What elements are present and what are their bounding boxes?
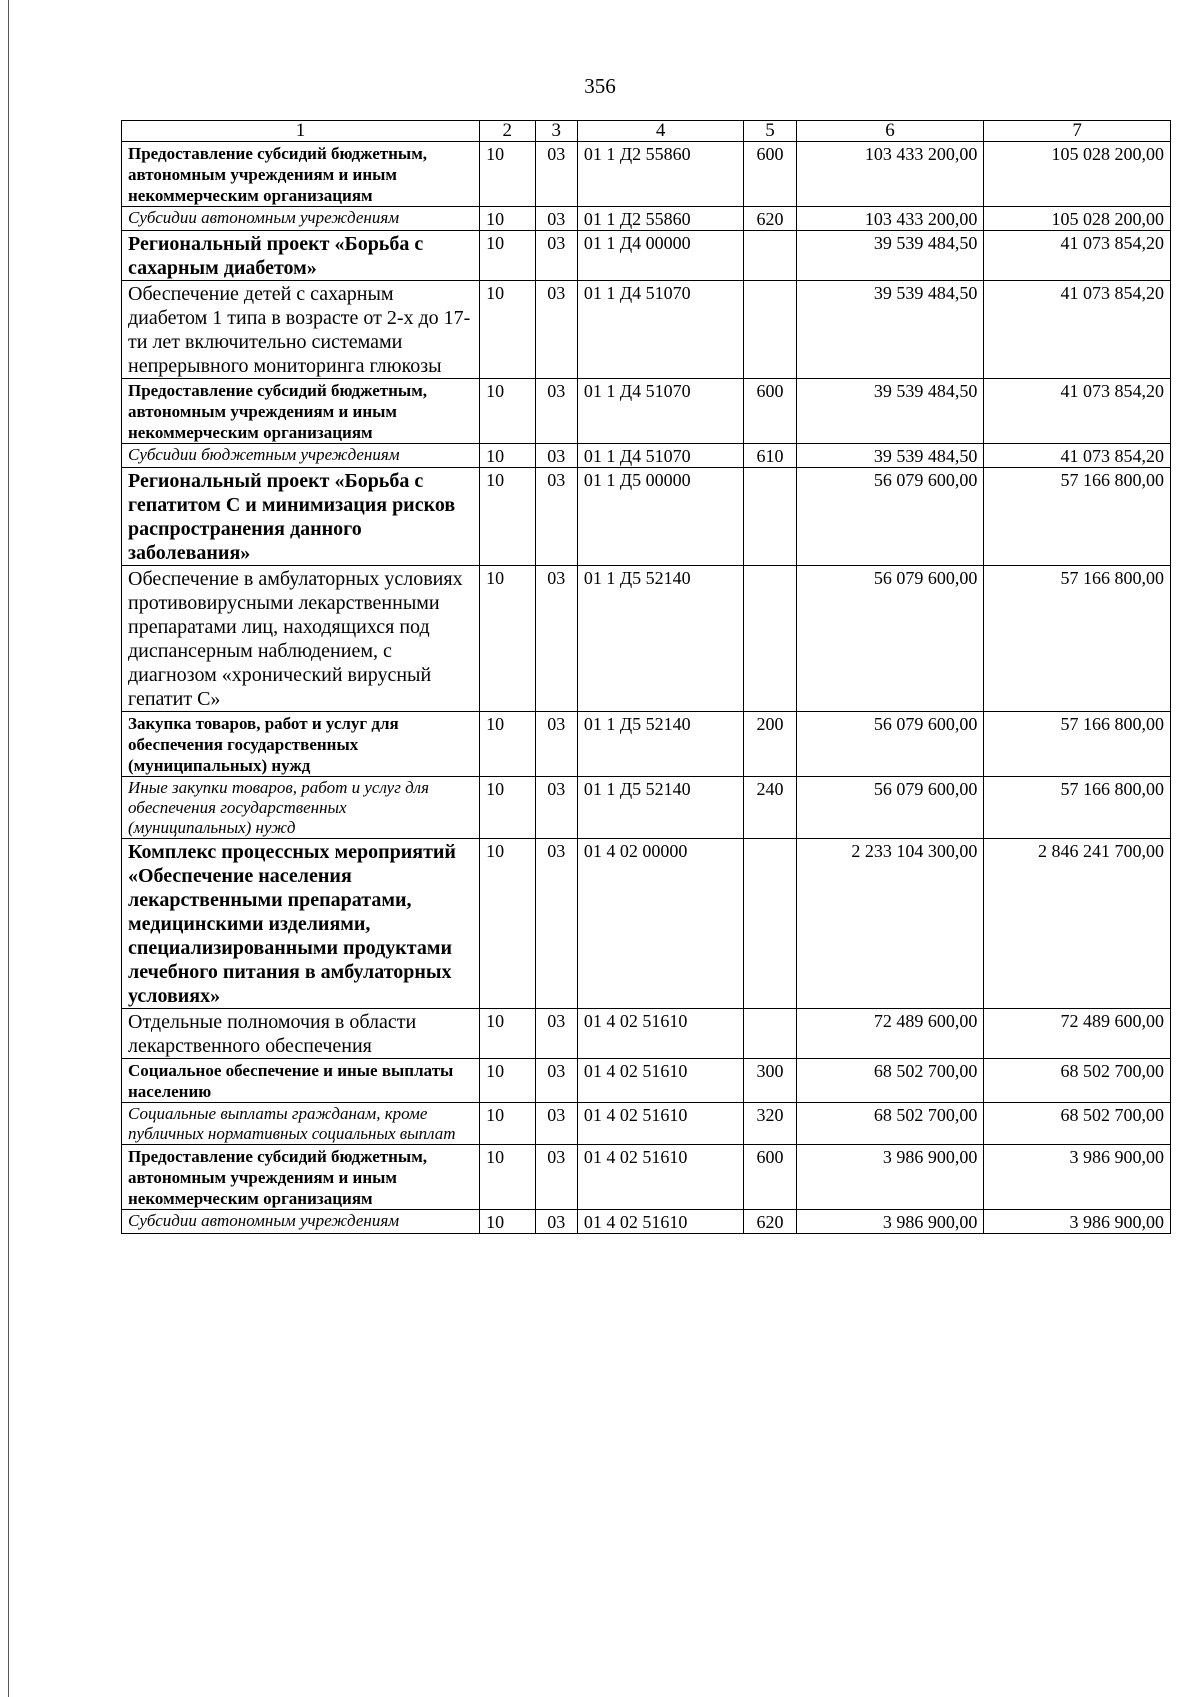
row-expense-type: 620: [744, 1210, 796, 1234]
row-section: 10: [480, 281, 535, 379]
header-col-3: 3: [535, 121, 577, 142]
header-col-6: 6: [796, 121, 984, 142]
row-sum-2: 2 846 241 700,00: [984, 839, 1171, 1009]
table-row: [122, 468, 1171, 566]
row-expense-type: 300: [744, 1059, 796, 1103]
row-expense-type: 600: [744, 142, 796, 207]
table-row: [122, 142, 1171, 207]
table-row: [122, 777, 1171, 839]
row-section: 10: [480, 207, 535, 231]
row-sum-1: 72 489 600,00: [796, 1009, 984, 1059]
row-sum-2: 68 502 700,00: [984, 1059, 1171, 1103]
row-sum-1: 68 502 700,00: [796, 1103, 984, 1145]
table-row: [122, 1103, 1171, 1145]
row-name: Субсидии автономным учреждениям: [122, 207, 480, 231]
row-expense-type: 240: [744, 777, 796, 839]
row-target-code: 01 4 02 51610: [577, 1103, 743, 1145]
row-target-code: 01 1 Д5 52140: [577, 777, 743, 839]
row-sum-1: 56 079 600,00: [796, 777, 984, 839]
row-expense-type: [744, 1009, 796, 1059]
row-name: Предоставление субсидий бюджетным, автономным учреждениям и иным некоммерческим организациям: [122, 142, 480, 207]
table-row: [122, 231, 1171, 281]
row-expense-type: 200: [744, 712, 796, 777]
header-col-4: 4: [577, 121, 743, 142]
table-row: [122, 712, 1171, 777]
row-section: 10: [480, 1009, 535, 1059]
page-edge-line: [8, 0, 9, 1697]
header-col-1: 1: [122, 121, 480, 142]
row-expense-type: 600: [744, 1145, 796, 1210]
header-col-7: 7: [984, 121, 1171, 142]
row-section: 10: [480, 566, 535, 712]
row-sum-2: 105 028 200,00: [984, 207, 1171, 231]
row-subsection: 03: [535, 777, 577, 839]
row-sum-1: 103 433 200,00: [796, 142, 984, 207]
header-col-5: 5: [744, 121, 796, 142]
row-sum-1: 2 233 104 300,00: [796, 839, 984, 1009]
row-sum-2: 3 986 900,00: [984, 1145, 1171, 1210]
row-sum-2: 41 073 854,20: [984, 444, 1171, 468]
table-row: [122, 444, 1171, 468]
row-target-code: 01 4 02 51610: [577, 1059, 743, 1103]
row-name: Региональный проект «Борьба с сахарным диабетом»: [122, 231, 480, 281]
row-subsection: 03: [535, 142, 577, 207]
page-number: 356: [584, 74, 616, 98]
row-sum-2: 41 073 854,20: [984, 379, 1171, 444]
row-subsection: 03: [535, 1059, 577, 1103]
row-section: 10: [480, 1145, 535, 1210]
row-sum-1: 39 539 484,50: [796, 379, 984, 444]
row-target-code: 01 4 02 51610: [577, 1009, 743, 1059]
row-sum-2: 72 489 600,00: [984, 1009, 1171, 1059]
row-sum-1: 56 079 600,00: [796, 712, 984, 777]
row-target-code: 01 1 Д4 51070: [577, 444, 743, 468]
row-sum-2: 68 502 700,00: [984, 1103, 1171, 1145]
row-target-code: 01 1 Д5 52140: [577, 566, 743, 712]
row-sum-1: 39 539 484,50: [796, 231, 984, 281]
row-name: Предоставление субсидий бюджетным, автономным учреждениям и иным некоммерческим организациям: [122, 1145, 480, 1210]
row-sum-1: 103 433 200,00: [796, 207, 984, 231]
row-name: Субсидии бюджетным учреждениям: [122, 444, 480, 468]
row-section: 10: [480, 839, 535, 1009]
row-target-code: 01 1 Д4 51070: [577, 281, 743, 379]
table-row: [122, 1059, 1171, 1103]
row-sum-2: 57 166 800,00: [984, 777, 1171, 839]
header-row: [122, 121, 1171, 142]
row-subsection: 03: [535, 379, 577, 444]
row-target-code: 01 1 Д5 00000: [577, 468, 743, 566]
row-sum-1: 3 986 900,00: [796, 1210, 984, 1234]
row-name: Социальные выплаты гражданам, кроме публичных нормативных социальных выплат: [122, 1103, 480, 1145]
row-sum-1: 68 502 700,00: [796, 1059, 984, 1103]
row-section: 10: [480, 777, 535, 839]
row-section: 10: [480, 231, 535, 281]
row-section: 10: [480, 712, 535, 777]
row-expense-type: [744, 468, 796, 566]
row-target-code: 01 1 Д5 52140: [577, 712, 743, 777]
row-name: Социальное обеспечение и иные выплаты населению: [122, 1059, 480, 1103]
row-expense-type: [744, 839, 796, 1009]
row-sum-2: 41 073 854,20: [984, 231, 1171, 281]
row-subsection: 03: [535, 1210, 577, 1234]
row-subsection: 03: [535, 566, 577, 712]
row-expense-type: 620: [744, 207, 796, 231]
row-subsection: 03: [535, 1145, 577, 1210]
row-section: 10: [480, 468, 535, 566]
budget-table: [121, 120, 1171, 1234]
row-name: Комплекс процессных мероприятий «Обеспечение населения лекарственными препаратами, медицинскими изделиями, специализированными продуктами лечебного питания в амбулаторных условиях»: [122, 839, 480, 1009]
row-subsection: 03: [535, 1103, 577, 1145]
table-row: [122, 379, 1171, 444]
table-row: [122, 839, 1171, 1009]
row-expense-type: 320: [744, 1103, 796, 1145]
row-expense-type: 600: [744, 379, 796, 444]
row-name: Иные закупки товаров, работ и услуг для обеспечения государственных (муниципальных) нужд: [122, 777, 480, 839]
row-target-code: 01 1 Д2 55860: [577, 207, 743, 231]
row-target-code: 01 4 02 00000: [577, 839, 743, 1009]
row-section: 10: [480, 379, 535, 444]
table-body: [122, 142, 1171, 1234]
row-expense-type: 610: [744, 444, 796, 468]
row-section: 10: [480, 1210, 535, 1234]
row-section: 10: [480, 1059, 535, 1103]
table-row: [122, 281, 1171, 379]
row-expense-type: [744, 281, 796, 379]
row-name: Субсидии автономным учреждениям: [122, 1210, 480, 1234]
row-sum-2: 57 166 800,00: [984, 712, 1171, 777]
row-target-code: 01 1 Д4 51070: [577, 379, 743, 444]
header-col-2: 2: [480, 121, 535, 142]
row-subsection: 03: [535, 712, 577, 777]
row-sum-1: 39 539 484,50: [796, 444, 984, 468]
row-section: 10: [480, 1103, 535, 1145]
row-subsection: 03: [535, 468, 577, 566]
row-name: Обеспечение в амбулаторных условиях противовирусными лекарственными препаратами лиц, находящихся под диспансерным наблюдением, с диагнозом «хронический вирусный гепатит С»: [122, 566, 480, 712]
row-section: 10: [480, 444, 535, 468]
row-sum-1: 3 986 900,00: [796, 1145, 984, 1210]
row-sum-2: 105 028 200,00: [984, 142, 1171, 207]
row-subsection: 03: [535, 839, 577, 1009]
table-row: [122, 566, 1171, 712]
row-sum-2: 3 986 900,00: [984, 1210, 1171, 1234]
row-subsection: 03: [535, 281, 577, 379]
row-sum-2: 57 166 800,00: [984, 566, 1171, 712]
row-section: 10: [480, 142, 535, 207]
row-subsection: 03: [535, 1009, 577, 1059]
row-target-code: 01 1 Д2 55860: [577, 142, 743, 207]
table-row: [122, 1009, 1171, 1059]
row-expense-type: [744, 231, 796, 281]
row-sum-2: 57 166 800,00: [984, 468, 1171, 566]
row-name: Предоставление субсидий бюджетным, автономным учреждениям и иным некоммерческим организациям: [122, 379, 480, 444]
row-name: Закупка товаров, работ и услуг для обеспечения государственных (муниципальных) нужд: [122, 712, 480, 777]
table-row: [122, 207, 1171, 231]
table-row: [122, 1210, 1171, 1234]
row-name: Обеспечение детей с сахарным диабетом 1 типа в возрасте от 2-х до 17-ти лет включительно системами непрерывного мониторинга глюкозы: [122, 281, 480, 379]
row-subsection: 03: [535, 444, 577, 468]
row-sum-1: 56 079 600,00: [796, 566, 984, 712]
row-sum-2: 41 073 854,20: [984, 281, 1171, 379]
row-subsection: 03: [535, 207, 577, 231]
row-expense-type: [744, 566, 796, 712]
row-target-code: 01 4 02 51610: [577, 1210, 743, 1234]
row-subsection: 03: [535, 231, 577, 281]
row-target-code: 01 4 02 51610: [577, 1145, 743, 1210]
row-target-code: 01 1 Д4 00000: [577, 231, 743, 281]
row-name: Отдельные полномочия в области лекарственного обеспечения: [122, 1009, 480, 1059]
row-name: Региональный проект «Борьба с гепатитом С и минимизация рисков распространения данного заболевания»: [122, 468, 480, 566]
table-row: [122, 1145, 1171, 1210]
row-sum-1: 39 539 484,50: [796, 281, 984, 379]
row-sum-1: 56 079 600,00: [796, 468, 984, 566]
